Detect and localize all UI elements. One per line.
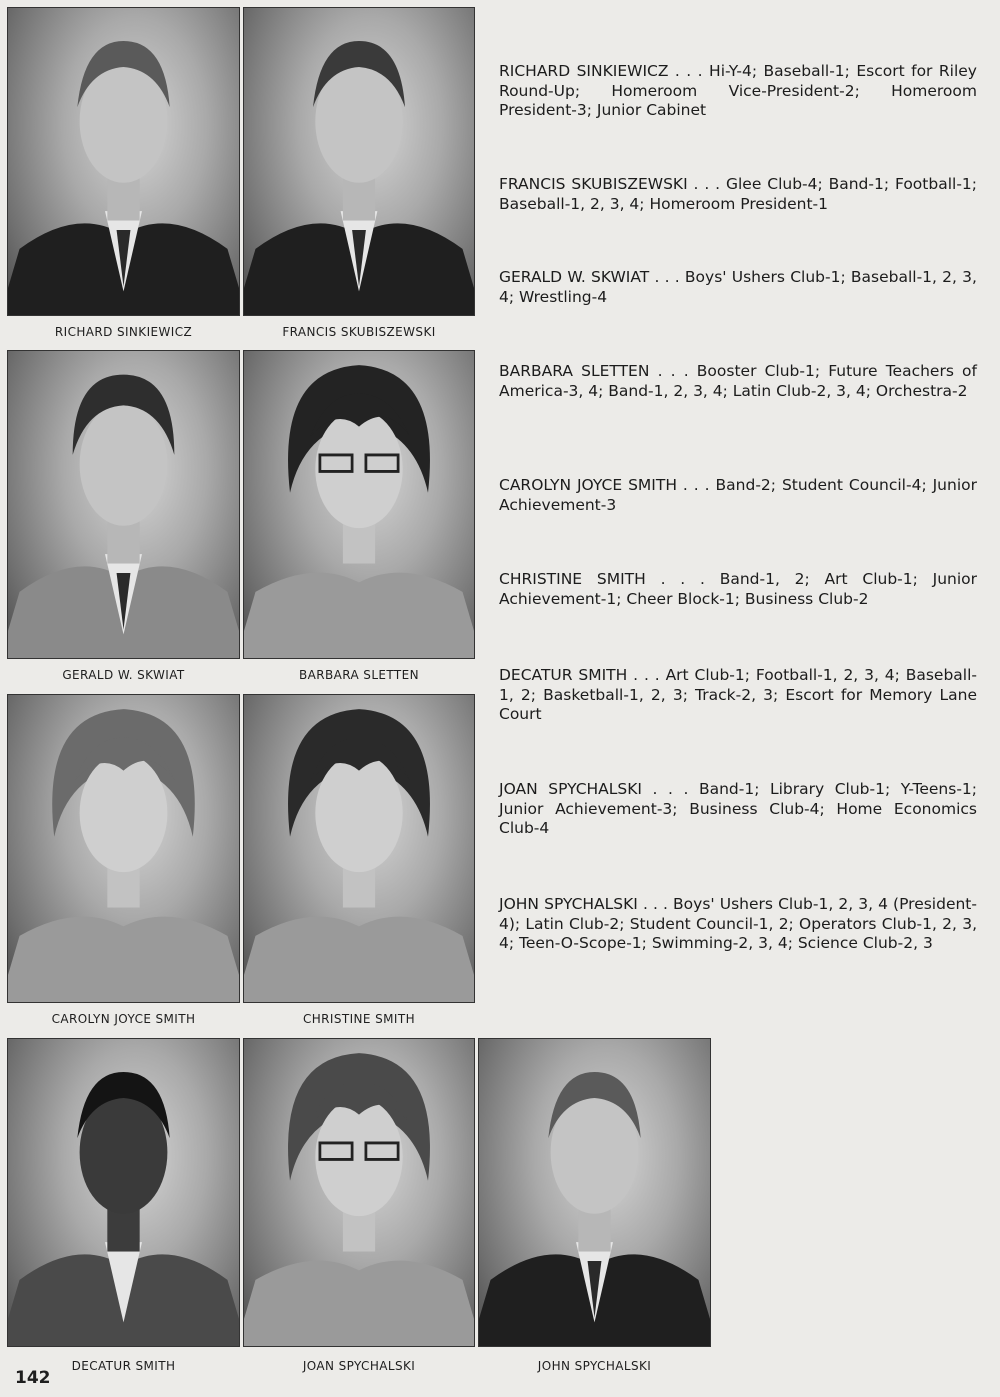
bio-name: JOAN SPYCHALSKI — [499, 780, 642, 798]
bio-name: CHRISTINE SMITH — [499, 570, 646, 588]
portrait-photo — [7, 1038, 240, 1347]
bio-activities: Art Club-1; Football-1, 2, 3, 4; Baseball-1, 2; Basketball-1, 2, 3; Track-2, 3; Escort for Memory Lane Court — [499, 666, 977, 723]
bio-separator: . . . — [637, 895, 674, 913]
photo-caption: CAROLYN JOYCE SMITH — [51, 1012, 196, 1026]
page-number: 142 — [15, 1368, 51, 1388]
bio-separator: . . . — [676, 476, 716, 494]
portrait-photo — [243, 7, 475, 316]
bio-separator: . . . — [627, 666, 666, 684]
student-bio — [499, 570, 977, 609]
student-bio — [499, 62, 977, 121]
bio-separator: . . . — [649, 362, 697, 380]
bio-activities: Band-2; Student Council-4; Junior Achievement-3 — [499, 476, 977, 514]
bio-separator: . . . — [642, 780, 699, 798]
photo-caption: FRANCIS SKUBISZEWSKI — [282, 325, 436, 339]
portrait-photo — [7, 350, 240, 659]
portrait-photo — [243, 1038, 475, 1347]
bio-separator: . . . — [649, 268, 685, 286]
portrait-photo — [7, 7, 240, 316]
bio-activities: Hi-Y-4; Baseball-1; Escort for Riley Round-Up; Homeroom Vice-President-2; Homeroom President-3; Junior Cabinet — [499, 62, 977, 119]
bio-name: DECATUR SMITH — [499, 666, 628, 684]
photo-caption: DECATUR SMITH — [71, 1359, 176, 1373]
student-bio — [499, 780, 977, 839]
photo-caption: CHRISTINE SMITH — [302, 1012, 415, 1026]
photo-caption: RICHARD SINKIEWICZ — [54, 325, 193, 339]
photo-caption: JOAN SPYCHALSKI — [302, 1359, 416, 1373]
portrait-photo — [478, 1038, 711, 1347]
bio-name: RICHARD SINKIEWICZ — [499, 62, 669, 80]
bio-name: FRANCIS SKUBISZEWSKI — [499, 175, 688, 193]
bio-activities: Boys' Ushers Club-1, 2, 3, 4 (President-4); Latin Club-2; Student Council-1, 2; Operators Club-1, 2, 3, 4; Teen-O-Scope-1; Swimming-2, 3, 4; Science Club-2, 3 — [499, 895, 977, 952]
bio-name: JOHN SPYCHALSKI — [499, 895, 638, 913]
photo-caption: JOHN SPYCHALSKI — [537, 1359, 652, 1373]
bio-separator: . . . — [668, 62, 710, 80]
student-bio — [499, 175, 977, 214]
bio-separator: . . . — [687, 175, 726, 193]
bio-activities: Band-1, 2; Art Club-1; Junior Achievement-1; Cheer Block-1; Business Club-2 — [499, 570, 977, 608]
student-bio — [499, 362, 977, 401]
bio-activities: Band-1; Library Club-1; Y-Teens-1; Junior Achievement-3; Business Club-4; Home Economics Club-4 — [499, 780, 977, 837]
student-bio — [499, 476, 977, 515]
bio-activities: Boys' Ushers Club-1; Baseball-1, 2, 3, 4; Wrestling-4 — [499, 268, 977, 306]
portrait-photo — [243, 694, 475, 1003]
bio-name: CAROLYN JOYCE SMITH — [499, 476, 677, 494]
bio-separator: . . . — [645, 570, 720, 588]
student-bio — [499, 895, 977, 954]
bio-name: BARBARA SLETTEN — [499, 362, 650, 380]
bio-activities: Glee Club-4; Band-1; Football-1; Baseball-1, 2, 3, 4; Homeroom President-1 — [499, 175, 977, 213]
portrait-photo — [7, 694, 240, 1003]
portrait-photo — [243, 350, 475, 659]
bio-name: GERALD W. SKWIAT — [499, 268, 650, 286]
photo-caption: BARBARA SLETTEN — [299, 668, 419, 682]
student-bio — [499, 666, 977, 725]
bio-activities: Booster Club-1; Future Teachers of America-3, 4; Band-1, 2, 3, 4; Latin Club-2, 3, 4; Orchestra-2 — [499, 362, 977, 400]
student-bio — [499, 268, 977, 307]
photo-caption: GERALD W. SKWIAT — [62, 668, 185, 682]
